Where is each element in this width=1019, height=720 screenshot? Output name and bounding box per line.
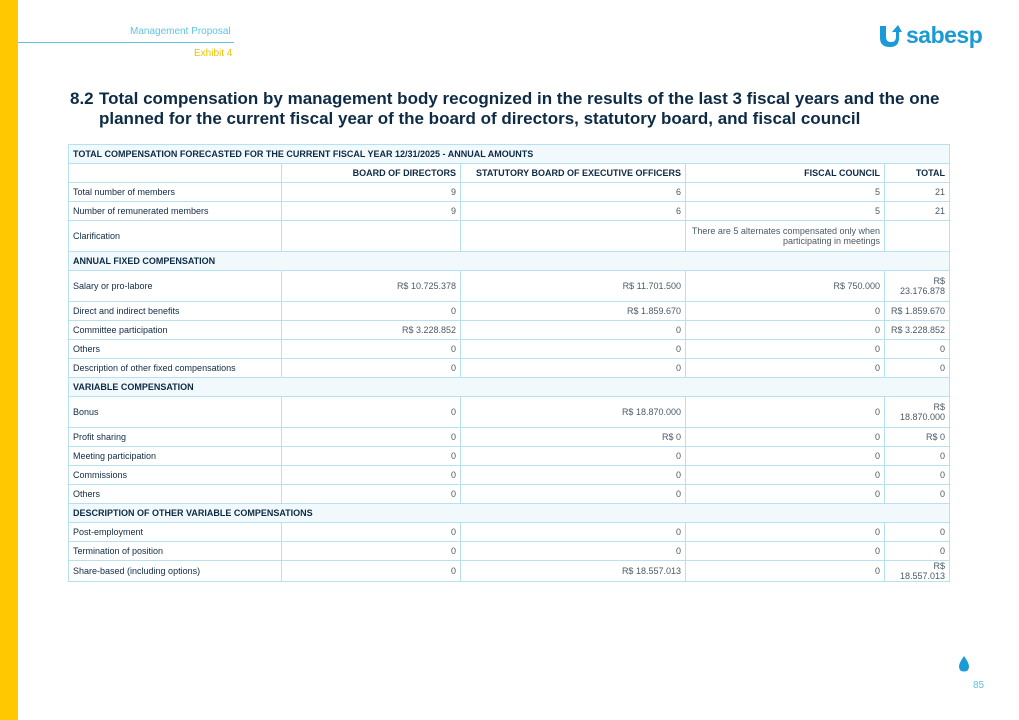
row-label: Total number of members: [69, 183, 282, 202]
cell-board-of-directors: R$ 10.725.378: [282, 271, 461, 302]
row-label: Description of other fixed compensations: [69, 359, 282, 378]
cell-total: 21: [885, 183, 950, 202]
cell-total: R$ 1.859.670: [885, 302, 950, 321]
row-label: Direct and indirect benefits: [69, 302, 282, 321]
cell-fiscal-council: 5: [686, 183, 885, 202]
table-row: [69, 221, 950, 252]
cell-statutory-board: R$ 0: [461, 428, 686, 447]
cell-fiscal-council: 0: [686, 485, 885, 504]
cell-board-of-directors: 0: [282, 447, 461, 466]
cell-board-of-directors: 0: [282, 542, 461, 561]
cell-board-of-directors: 0: [282, 359, 461, 378]
section-heading: [70, 89, 950, 129]
table-title: TOTAL COMPENSATION FORECASTED FOR THE CURRENT FISCAL YEAR 12/31/2025 - ANNUAL AMOUNTS: [69, 145, 950, 164]
cell-fiscal-council: 0: [686, 302, 885, 321]
table-row: [69, 183, 950, 202]
heading-line-2: planned for the current fiscal year of the board of directors, statutory board, and fiscal council: [99, 109, 861, 128]
cell-statutory-board: 0: [461, 321, 686, 340]
cell-statutory-board: R$ 18.557.013: [461, 561, 686, 582]
cell-total: R$ 18.870.000: [885, 397, 950, 428]
table-row: [69, 397, 950, 428]
row-label: Clarification: [69, 221, 282, 252]
row-label: Post-employment: [69, 523, 282, 542]
cell-board-of-directors: 9: [282, 183, 461, 202]
section-header: DESCRIPTION OF OTHER VARIABLE COMPENSATIONS: [69, 504, 950, 523]
column-header-total: TOTAL: [885, 164, 950, 183]
side-accent-bar: [0, 0, 18, 720]
row-label: Profit sharing: [69, 428, 282, 447]
sabesp-logo-icon: [876, 23, 902, 49]
row-label: Others: [69, 340, 282, 359]
table-row: [69, 466, 950, 485]
cell-board-of-directors: 0: [282, 561, 461, 582]
cell-total: R$ 3.228.852: [885, 321, 950, 340]
cell-total: 0: [885, 523, 950, 542]
cell-statutory-board: 0: [461, 485, 686, 504]
sabesp-logo: [876, 22, 982, 49]
cell-fiscal-council: R$ 750.000: [686, 271, 885, 302]
cell-fiscal-council: 0: [686, 428, 885, 447]
compensation-table: [68, 144, 950, 582]
cell-fiscal-council: 0: [686, 561, 885, 582]
table-row: [69, 302, 950, 321]
table-row: [69, 561, 950, 582]
cell-total: R$ 0: [885, 428, 950, 447]
cell-fiscal-council: 0: [686, 466, 885, 485]
column-header-empty: [69, 164, 282, 183]
row-label: Salary or pro-labore: [69, 271, 282, 302]
row-label: Share-based (including options): [69, 561, 282, 582]
cell-board-of-directors: 0: [282, 340, 461, 359]
column-header-fiscal-council: FISCAL COUNCIL: [686, 164, 885, 183]
cell-board-of-directors: 0: [282, 485, 461, 504]
cell-board-of-directors: 0: [282, 428, 461, 447]
cell-board-of-directors: [282, 221, 461, 252]
table-row: [69, 428, 950, 447]
cell-statutory-board: 0: [461, 523, 686, 542]
column-header-row: [69, 164, 950, 183]
heading-number: 8.2: [70, 89, 94, 108]
table-row: [69, 542, 950, 561]
column-header-statutory-board: STATUTORY BOARD OF EXECUTIVE OFFICERS: [461, 164, 686, 183]
cell-statutory-board: 6: [461, 183, 686, 202]
cell-statutory-board: 0: [461, 542, 686, 561]
cell-statutory-board: R$ 11.701.500: [461, 271, 686, 302]
cell-total: 0: [885, 447, 950, 466]
cell-fiscal-council: There are 5 alternates compensated only when participating in meetings: [686, 221, 885, 252]
cell-statutory-board: 0: [461, 466, 686, 485]
cell-board-of-directors: 0: [282, 523, 461, 542]
cell-board-of-directors: 0: [282, 397, 461, 428]
section-header-row: [69, 504, 950, 523]
exhibit-label: Exhibit 4: [194, 48, 233, 59]
cell-statutory-board: [461, 221, 686, 252]
section-header: VARIABLE COMPENSATION: [69, 378, 950, 397]
cell-statutory-board: R$ 1.859.670: [461, 302, 686, 321]
section-header-row: [69, 252, 950, 271]
table-title-row: [69, 145, 950, 164]
cell-fiscal-council: 0: [686, 447, 885, 466]
cell-fiscal-council: 0: [686, 359, 885, 378]
cell-fiscal-council: 0: [686, 523, 885, 542]
cell-statutory-board: 0: [461, 447, 686, 466]
row-label: Bonus: [69, 397, 282, 428]
column-header-board-of-directors: BOARD OF DIRECTORS: [282, 164, 461, 183]
cell-total: 0: [885, 359, 950, 378]
table-row: [69, 359, 950, 378]
cell-statutory-board: 0: [461, 359, 686, 378]
section-header-row: [69, 378, 950, 397]
cell-total: R$ 23.176.878: [885, 271, 950, 302]
cell-board-of-directors: R$ 3.228.852: [282, 321, 461, 340]
cell-fiscal-council: 5: [686, 202, 885, 221]
table-row: [69, 271, 950, 302]
cell-statutory-board: 6: [461, 202, 686, 221]
table-row: [69, 202, 950, 221]
cell-total: 21: [885, 202, 950, 221]
cell-statutory-board: R$ 18.870.000: [461, 397, 686, 428]
page-number: 85: [973, 680, 985, 691]
row-label: Committee participation: [69, 321, 282, 340]
table-row: [69, 447, 950, 466]
cell-fiscal-council: 0: [686, 397, 885, 428]
table-row: [69, 321, 950, 340]
cell-total: 0: [885, 542, 950, 561]
cell-total: 0: [885, 340, 950, 359]
document-title: Management Proposal: [130, 26, 231, 37]
cell-board-of-directors: 9: [282, 202, 461, 221]
cell-total: 0: [885, 466, 950, 485]
table-row: [69, 340, 950, 359]
cell-fiscal-council: 0: [686, 340, 885, 359]
cell-total: [885, 221, 950, 252]
cell-board-of-directors: 0: [282, 302, 461, 321]
row-label: Termination of position: [69, 542, 282, 561]
cell-board-of-directors: 0: [282, 466, 461, 485]
logo-text: sabesp: [906, 22, 983, 48]
cell-fiscal-council: 0: [686, 321, 885, 340]
row-label: Number of remunerated members: [69, 202, 282, 221]
row-label: Others: [69, 485, 282, 504]
row-label: Meeting participation: [69, 447, 282, 466]
row-label: Commissions: [69, 466, 282, 485]
cell-statutory-board: 0: [461, 340, 686, 359]
table-row: [69, 485, 950, 504]
table-row: [69, 523, 950, 542]
cell-total: 0: [885, 485, 950, 504]
heading-line-1: Total compensation by management body recognized in the results of the last 3 fiscal years and the one: [99, 89, 940, 108]
cell-total: R$ 18.557.013: [885, 561, 950, 582]
header-rule: [18, 42, 234, 43]
section-header: ANNUAL FIXED COMPENSATION: [69, 252, 950, 271]
water-drop-icon: [958, 656, 970, 672]
cell-fiscal-council: 0: [686, 542, 885, 561]
